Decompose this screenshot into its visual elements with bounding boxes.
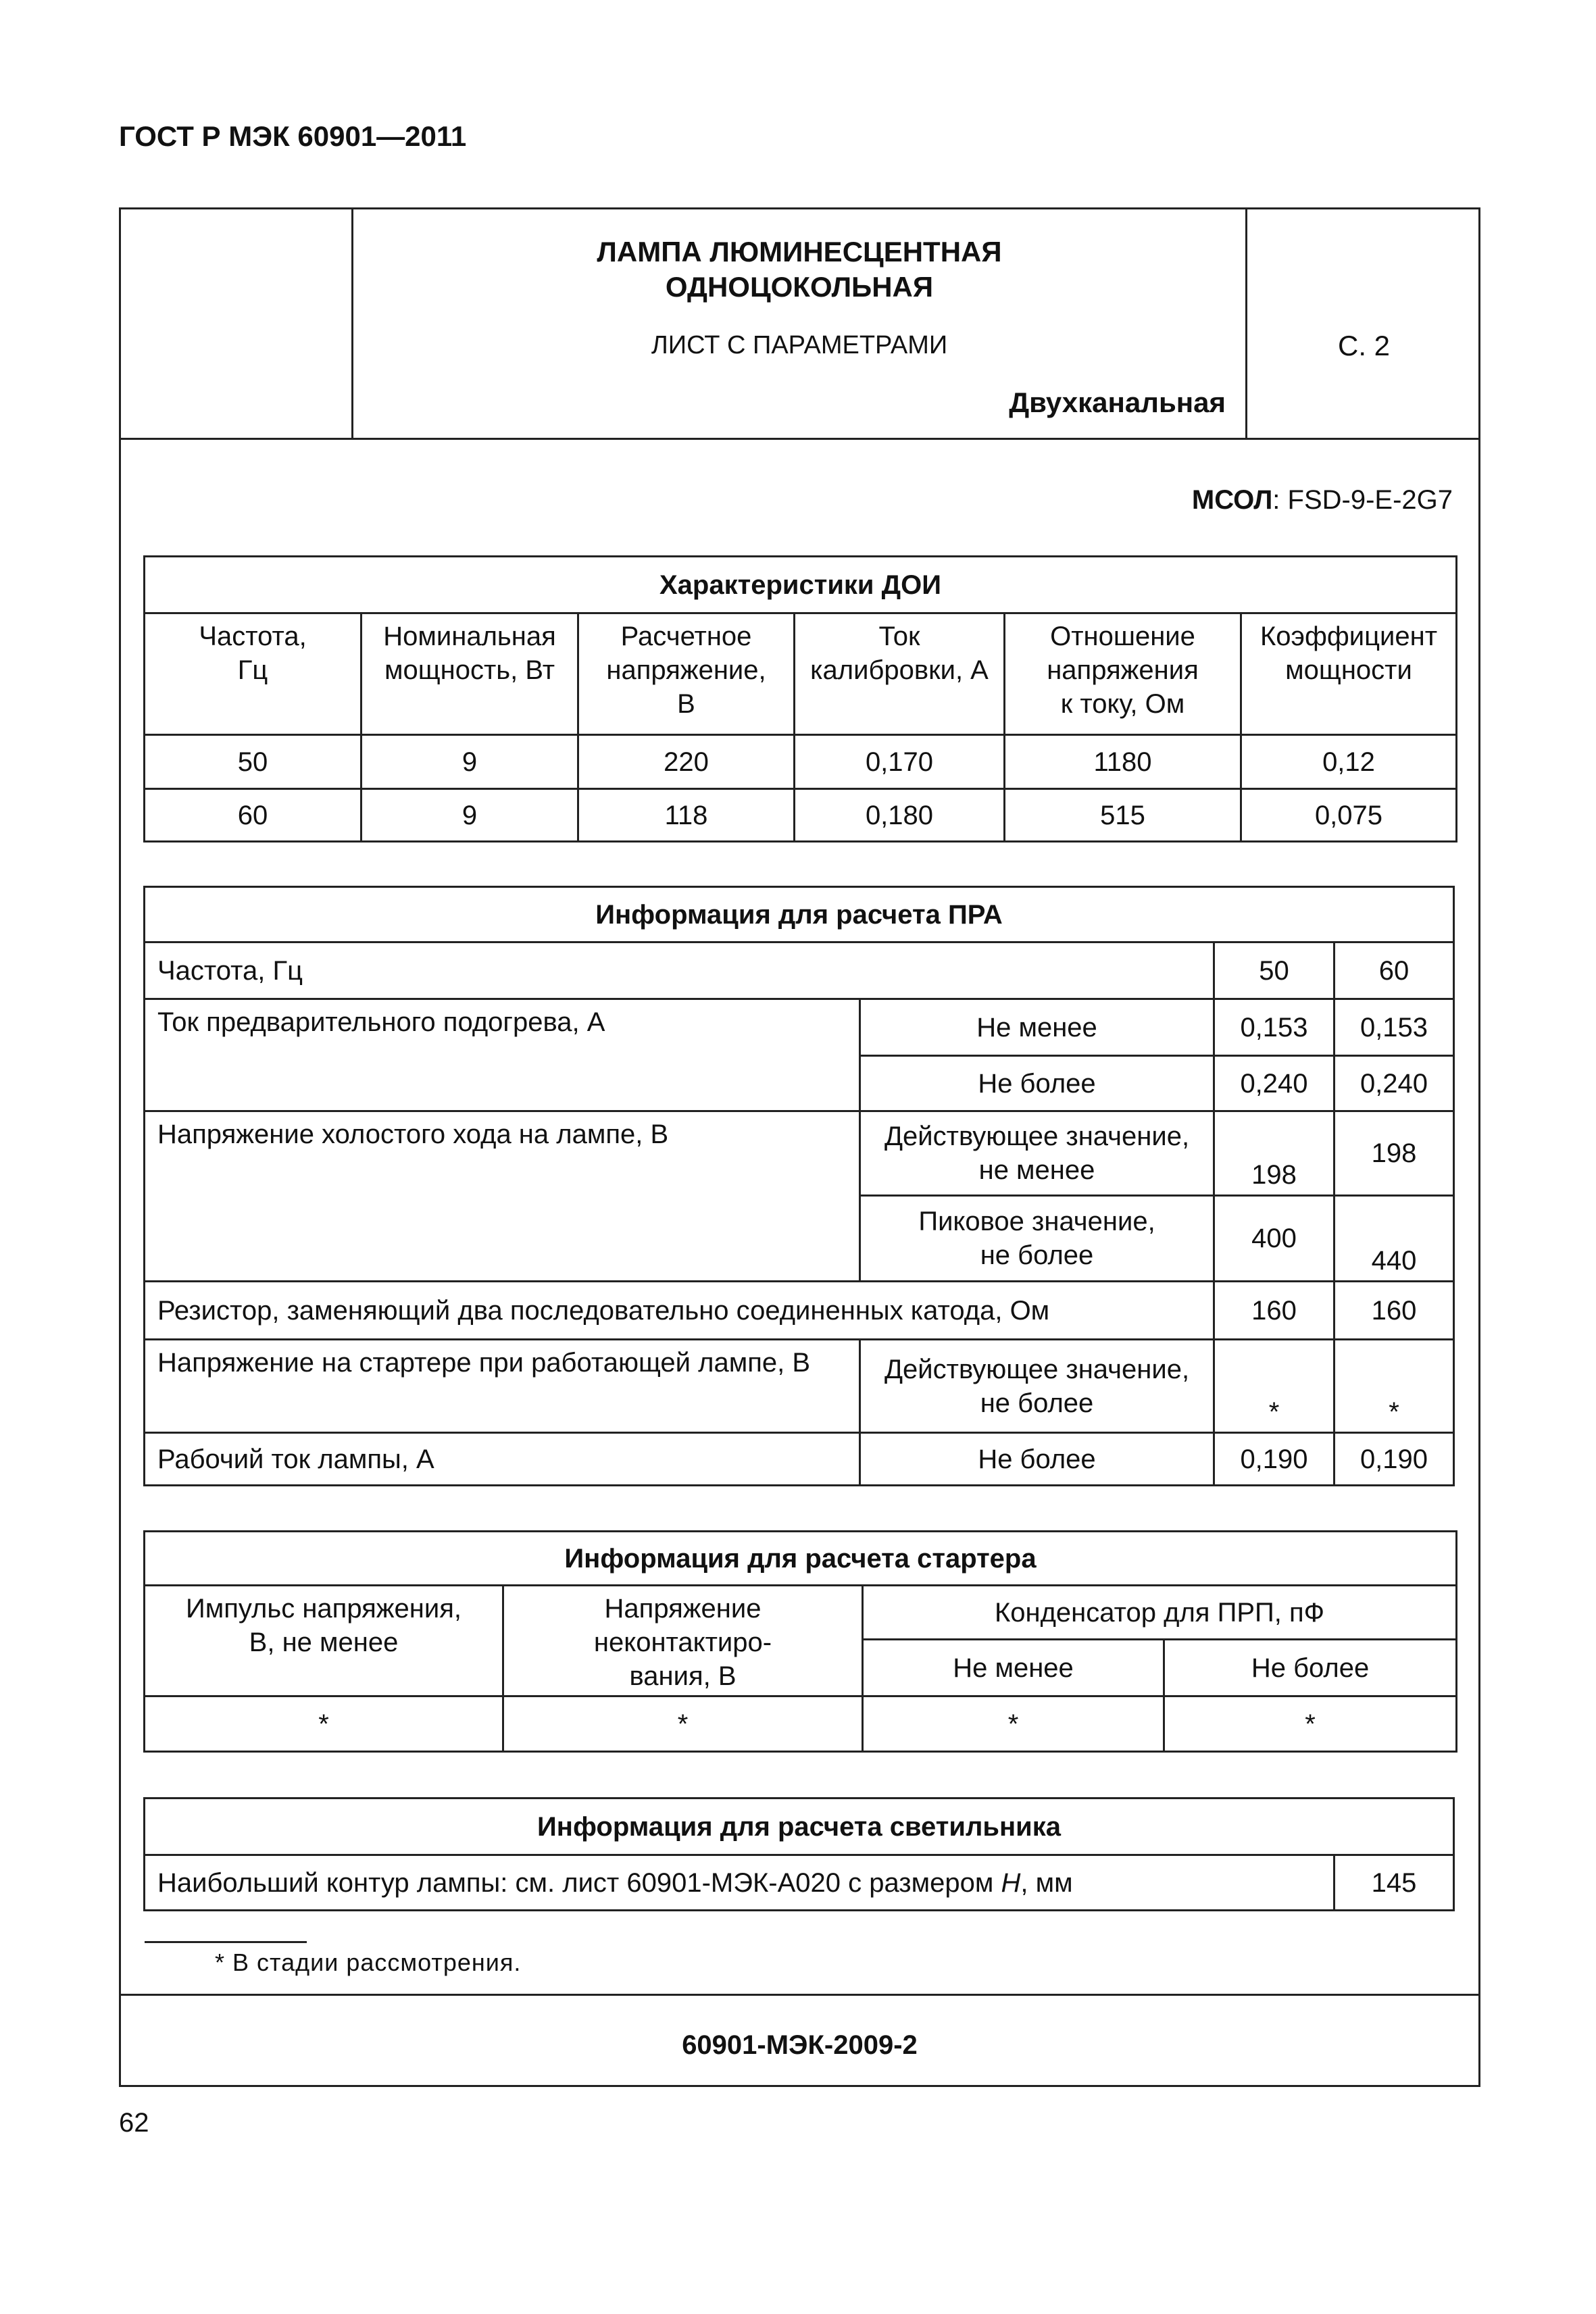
sheet-number: С. 2 (1337, 330, 1391, 361)
footnote: * В стадии рассмотрения. (215, 1948, 522, 1976)
header-bottom-rule (121, 438, 1478, 440)
pra-current-cond: Не более (860, 1433, 1214, 1486)
pra-ocv-rms-label: Действующее значение, не менее (860, 1111, 1214, 1196)
doi-table (143, 555, 1457, 842)
luminaire-title: Информация для расчета светильника (145, 1799, 1454, 1855)
doi-header-current: Ток калибровки, А (795, 613, 1005, 735)
doi-header-power-factor: Коэффициент мощности (1241, 613, 1457, 735)
designation-value: : FSD-9-E-2G7 (1272, 485, 1453, 515)
header-variant: Двухканальная (1009, 386, 1226, 418)
starter-cap-min-header: Не менее (863, 1640, 1164, 1696)
luminaire-contour-label: Наибольший контур лампы: см. лист 60901-МЭК-А020 с размером H, мм (145, 1855, 1335, 1911)
doi-row-50hz: 50 9 220 0,170 1180 0,12 (145, 735, 1457, 789)
standard-number: ГОСТ Р МЭК 60901—2011 (119, 120, 467, 152)
doi-row-60hz: 60 9 118 0,180 515 0,075 (145, 789, 1457, 842)
footer-top-rule (121, 1994, 1478, 1996)
pra-preheat-label: Ток предварительного подогрева, А (145, 999, 860, 1111)
pra-resistor-label: Резистор, заменяющий два последовательно соединенных катода, Ом (145, 1282, 1214, 1340)
pra-frequency-label: Частота, Гц (145, 942, 1214, 999)
luminaire-contour-value: 145 (1335, 1855, 1454, 1911)
doi-header-voltage: Расчетное напряжение, В (578, 613, 795, 735)
footnote-rule (145, 1941, 307, 1943)
starter-values-row: * * * * (145, 1696, 1457, 1752)
luminaire-table (143, 1797, 1455, 1911)
designation (1192, 485, 1453, 515)
pra-frequency-60: 60 (1335, 942, 1454, 999)
doi-header-frequency: Частота, Гц (145, 613, 361, 735)
sheet-code: 60901-МЭК-2009-2 (682, 2030, 918, 2060)
pra-ocv-label: Напряжение холостого хода на лампе, В (145, 1111, 860, 1282)
doi-header-power: Номинальная мощность, Вт (361, 613, 578, 735)
starter-pulse-header: Импульс напряжения, В, не менее (145, 1586, 503, 1696)
starter-table (143, 1530, 1457, 1753)
starter-nonconduct-header: Напряжение неконтактиро- вания, В (503, 1586, 863, 1696)
pra-title: Информация для расчета ПРА (145, 887, 1454, 942)
pra-starter-voltage-label: Напряжение на стартере при работающей лампе, В (145, 1340, 860, 1433)
pra-frequency-50: 50 (1214, 942, 1335, 999)
title-line-2: ОДНОЦОКОЛЬНАЯ (665, 271, 934, 303)
doi-title: Характеристики ДОИ (145, 557, 1457, 613)
starter-capacitor-header: Конденсатор для ПРП, пФ (863, 1586, 1457, 1640)
starter-cap-max-header: Не более (1164, 1640, 1457, 1696)
pra-starter-voltage-cond: Действующее значение, не более (860, 1340, 1214, 1433)
title-line-1: ЛАМПА ЛЮМИНЕСЦЕНТНАЯ (597, 236, 1002, 268)
header-divider-right (1245, 209, 1247, 438)
pra-current-label: Рабочий ток лампы, А (145, 1433, 860, 1486)
page-number: 62 (119, 2108, 149, 2138)
header-subtitle: ЛИСТ С ПАРАМЕТРАМИ (651, 331, 948, 359)
starter-title: Информация для расчета стартера (145, 1532, 1457, 1586)
designation-label: МСОЛ (1191, 485, 1273, 515)
pra-table: Информация для расчета ПРА Частота, Гц 50 60 Ток предварительного подогрева, А Не менее 0,153 0,153 Не более 0,240 0,240 Напряжение холостого хода на лампе, В Действующее значение, не менее 198 198 Пиковое значение, не более 400 440 Резистор, заменяющий два последовательно соединенных катода, Ом 160 160 Напряжение на стартере при работающей лампе, В Действующее значение, не более * * Рабочий ток лампы, А Не более 0,190 0,190 (143, 886, 1455, 1486)
doi-header-ratio: Отношение напряжения к току, Ом (1005, 613, 1241, 735)
header-title (353, 234, 1245, 305)
pra-preheat-min-label: Не менее (860, 999, 1214, 1056)
pra-ocv-peak-label: Пиковое значение, не более (860, 1196, 1214, 1282)
pra-preheat-max-label: Не более (860, 1056, 1214, 1111)
